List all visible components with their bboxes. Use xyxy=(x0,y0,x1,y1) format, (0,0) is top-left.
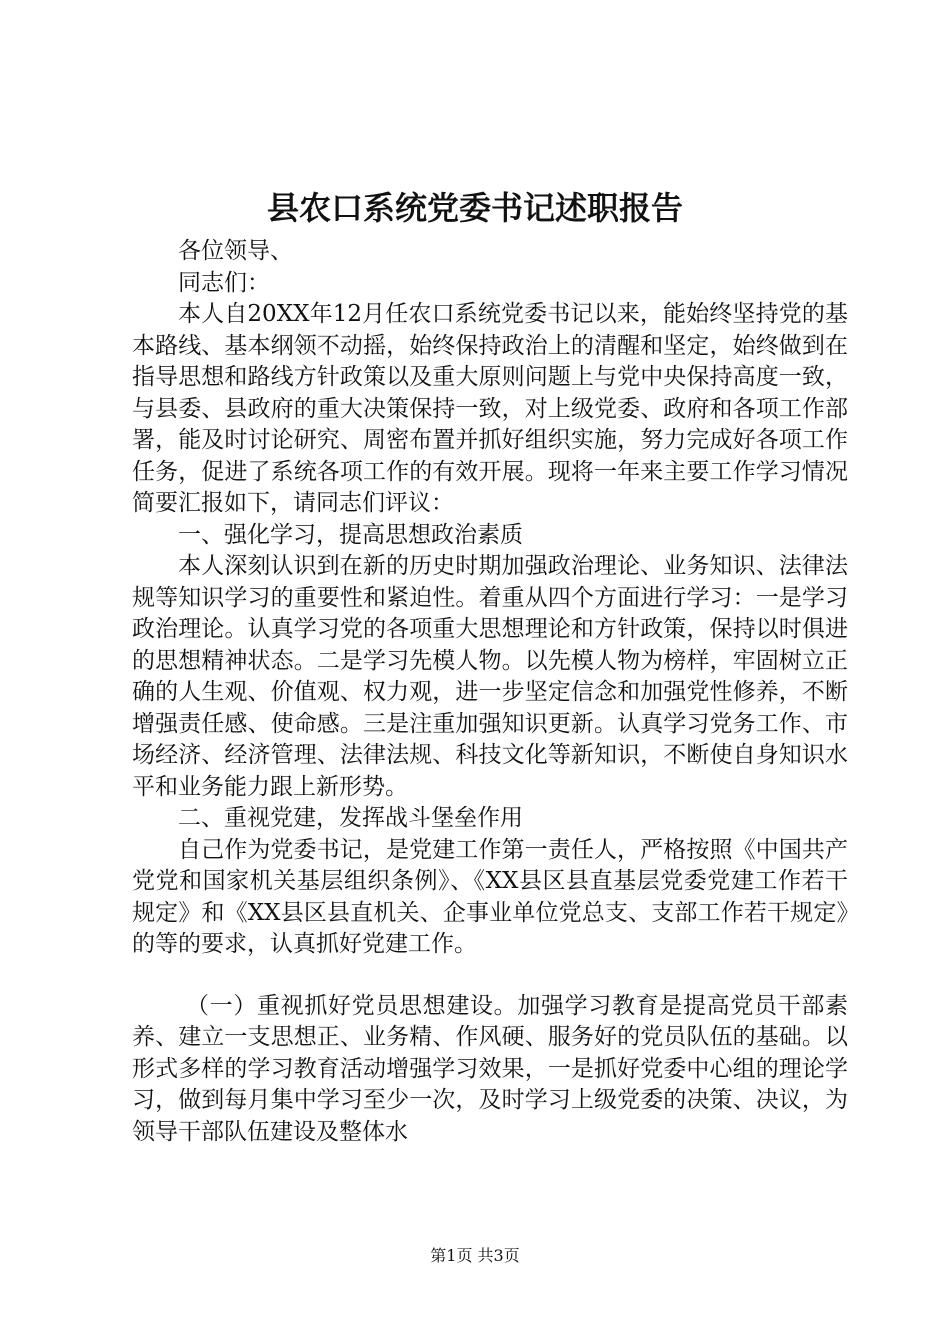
document-title: 县农口系统党委书记述职报告 xyxy=(266,189,683,227)
salutation-line-2: 同志们： xyxy=(178,269,270,296)
salutation-line-1: 各位领导、 xyxy=(178,238,293,264)
section-heading-1: 一、强化学习，提高思想政治素质 xyxy=(178,521,523,548)
paragraph-spacer xyxy=(132,961,848,991)
page-footer: 第1页 共3页 xyxy=(430,1246,520,1265)
paragraph-intro: 本人自20XX年12月任农口系统党委书记以来，能始终坚持党的基本路线、基本纲领不动摇，始终保持政治上的清醒和坚定，始终做到在指导思想和路线方针政策以及重大原则问题上与党中央保持高度一致，与县委、县政府的重大决策保持一致，对上级党委、政府和各项工作部署，能及时讨论研究、周密布置并抓好组织实施，努力完成好各项工作任务，促进了系统各项工作的有效开展。现将一年来主要工作学习情况简要汇报如下，请同志们评议： xyxy=(132,301,848,516)
paragraph-subsection-1: （一）重视抓好党员思想建设。加强学习教育是提高党员干部素养、建立一支思想正、业务精、作风硬、服务好的党员队伍的基础。以形式多样的学习教育活动增强学习效果，一是抓好党委中心组的理论学习，做到每月集中学习至少一次，及时学习上级党委的决策、决议，为领导干部队伍建设及整体水 xyxy=(132,992,848,1145)
paragraph-study: 本人深刻认识到在新的历史时期加强政治理论、业务知识、法律法规等知识学习的重要性和紧迫性。着重从四个方面进行学习：一是学习政治理论。认真学习党的各项重大思想理论和方针政策，保持以时俱进的思想精神状态。二是学习先模人物。以先模人物为榜样，牢固树立正确的人生观、价值观、权力观，进一步坚定信念和加强党性修养，不断增强责任感、使命感。三是注重加强知识更新。认真学习党务工作、市场经济、经济管理、法律法规、科技文化等新知识，不断使自身知识水平和业务能力跟上新形势。 xyxy=(132,553,848,800)
section-heading-2: 二、重视党建，发挥战斗堡垒作用 xyxy=(178,805,523,831)
paragraph-party-building: 自己作为党委书记，是党建工作第一责任人，严格按照《中国共产党党和国家机关基层组织条例》、《XX县区县直基层党委党建工作若干规定》和《XX县区县直机关、企事业单位党总支、支部工作若干规定》的等的要求，认真抓好党建工作。 xyxy=(132,836,848,957)
document-body xyxy=(132,236,848,1148)
